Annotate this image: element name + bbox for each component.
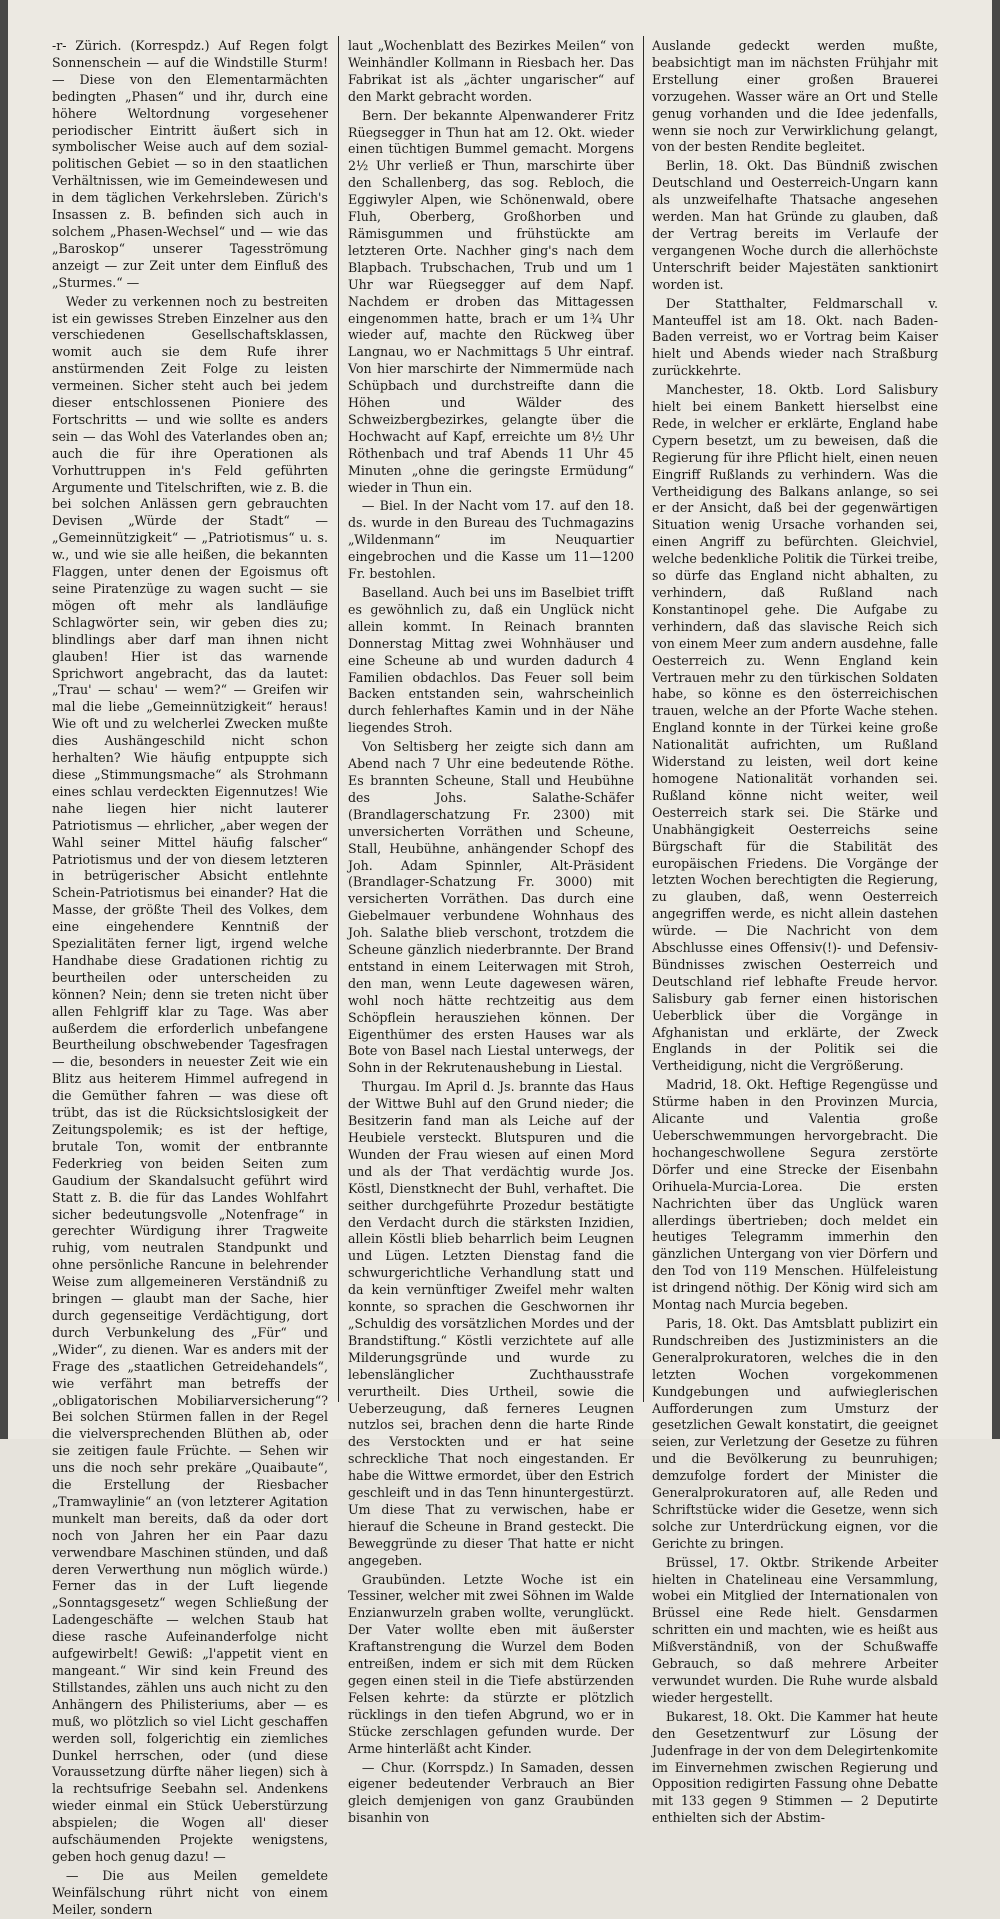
column-1 <box>52 38 328 1917</box>
article-graubuenden: Graubünden. Letzte Woche ist ein Tessiner, welcher mit zwei Söhnen im Walde Enzianwurzeln graben wollte, verunglückt. Der Vater wollte eben mit äußerster Kraftanstrengung die Wurzel dem Boden entreißen, indem er sich mit dem Rücken gegen einen steil in die Tiefe abstürzenden Felsen kehrte: da stürzte er plötzlich rücklings in den tiefen Abgrund, wo er in Stücke zerschlagen gefunden wurde. Der Arme hinterläßt acht Kinder. <box>348 1571 634 1756</box>
article-baselland: Baselland. Auch bei uns im Baselbiet trifft es gewöhnlich zu, daß ein Unglück nicht allein kommt. In Reinach brannten Donnerstag Mittag zwei Wohnhäuser und eine Scheune ab und wurden dadurch 4 Familien obdachlos. Das Feuer soll beim Backen entstanden sein, wahrscheinlich durch fehlerhaftes Kamin und in der Nähe liegendes Stroh. <box>348 585 634 736</box>
article-thurgau: Thurgau. Im April d. Js. brannte das Haus der Wittwe Buhl auf den Grund nieder; die Besitzerin fand man als Leiche auf der Heubiele versteckt. Blutspuren und die Wunden der Frau wiesen auf einen Mord und als der That verdächtig wurde Jos. Köstl, Dienstknecht der Buhl, verhaftet. Die seither durchgeführte Prozedur bestätigte den Verdacht durch die stärksten Inzidien, allein Köstli blieb beharrlich beim Leugnen und Lügen. Letzten Dienstag fand die schwurgerichtliche Verhandlung statt und da kein vernünftiger Zweifel mehr walten konnte, so sprachen die Geschwornen ihr „Schuldig des vorsätzlichen Mordes und der Brandstiftung.“ Köstli verzichtete auf alle Milderungsgründe und wurde zu lebenslänglicher Zuchthausstrafe verurtheilt. Dies Urtheil, sowie die Ueberzeugung, daß ferneres Leugnen nutzlos sei, brachen denn die harte Rinde des Verstockten und er hat seine schreckliche That noch eingestanden. Er habe die Wittwe ermordet, über den Estrich geschleift und in das Tenn hinuntergestürzt. Um diese That zu verwischen, habe er hierauf die Scheune in Brand gesteckt. Die Beweggründe zu dieser That hatte er nicht angegeben. <box>348 1079 634 1568</box>
article-berlin: Berlin, 18. Okt. Das Bündniß zwischen Deutschland und Oesterreich-Ungarn kann als unzweifelhafte Thatsache angesehen werden. Man hat Gründe zu glauben, daß der Vertrag bereits im Verlaufe der vergangenen Woche durch die allerhöchste Unterschrift beider Majestäten sanktionirt worden ist. <box>652 158 938 292</box>
article-seltisberg: Von Seltisberg her zeigte sich dann am Abend nach 7 Uhr eine bedeutende Röthe. Es brannten Scheune, Stall und Heubühne des Johs. Salathe-Schäfer (Brandlagerschatzung Fr. 2300) mit unversicherten Vorräthen und Scheune, Stall, Heubühne, anhängender Schopf des Joh. Adam Spinnler, Alt-Präsident (Brandlager-Schatzung Fr. 3000) mit versicherten Vorräthen. Das durch eine Giebelmauer verbundene Wohnhaus des Joh. Salathe blieb verschont, trotzdem die Scheune gänzlich niederbrannte. Der Brand entstand in einem Leiterwagen mit Stroh, den man, wenn Leute dagewesen wären, wohl noch hätte rechtzeitig aus dem Schöpflein herausziehen können. Der Eigenthümer des ersten Hauses war als Bote von Basel nach Liestal unterwegs, der Sohn in der Rekrutenaushebung in Liestal. <box>348 739 634 1076</box>
article-chur: — Chur. (Korrspdz.) In Samaden, dessen eigener bedeutender Verbrauch an Bier gleich demjenigen von ganz Graubünden bisanhin von <box>348 1759 634 1826</box>
article-manchester: Manchester, 18. Oktb. Lord Salisbury hielt bei einem Bankett hierselbst eine Rede, in welcher er erklärte, England habe Cypern besetzt, um zu beweisen, daß die Regierung für ihre Pflicht hielt, einen neuen Eingriff Rußlands zu verhindern. Was die Vertheidigung des Balkans anlange, so sei er der Ansicht, daß bei der gegenwärtigen Situation wenig Ursache vorhanden sei, einen Angriff zu befürchten. Gleichviel, welche bedenkliche Politik die Türkei treibe, so dürfe das England nicht abhalten, zu verhindern, daß Rußland nach Konstantinopel gehe. Die Aufgabe zu verhindern, daß das slavische Reich sich von einem Meer zum andern ausdehne, falle Oesterreich zu. Wenn England kein Vertrauen mehr zu den türkischen Soldaten habe, so könne es den österreichischen trauen, welche an der Pforte Wache stehen. England konnte in der Türkei keine große Nationalität aufrichten, um Rußland Widerstand zu leisten, weil dort keine homogene Nationalität vorhanden sei. Rußland könne nicht weiter, weil Oesterreich stark sei. Die Stärke und Unabhängigkeit Oesterreichs seine Bürgschaft für die Stabilität des europäischen Friedens. Die Vorgänge der letzten Wochen berechtigten die Regierung, zu glauben, daß, wenn Oesterreich angegriffen werde, es nicht allein dastehen würde. — Die Nachricht von dem Abschlusse eines Offensiv(!)- und Defensiv-Bündnisses zwischen Oesterreich und Deutschland rief lebhafte Freude hervor. Salisbury gab ferner einen historischen Ueberblick über die Vorgänge in Afghanistan und erklärte, der Zweck Englands in der Politik sei die Vertheidigung, nicht die Vergrößerung. <box>652 382 938 1074</box>
paragraph-weder: Weder zu verkennen noch zu bestreiten ist ein gewisses Streben Einzelner aus den verschiedenen Gesellschaftsklassen, womit auch sie dem Rufe ihrer anstürmenden Zeit Folge zu leisten vermeinen. Sicher steht auch bei jedem dieser entschlossenen Pioniere des Fortschritts — und wie sollte es anders sein — das Wohl des Vaterlandes oben an; auch die für ihre Operationen als Vorhuttruppen in's Feld geführten Argumente und Titelschriften, wie z. B. die bei solchen Anlässen gern gebrauchten Devisen „Würde der Stadt“ — „Gemeinnützigkeit“ — „Patriotismus“ u. s. w., und wie sie alle heißen, die bekannten Flaggen, unter denen der Egoismus oft seine Piratenzüge zu wagen sucht — sie mögen oft mehr als landläufige Schlagwörter sein, wir geben dies zu; blindlings aber darf man ihnen nicht glauben! Hier ist das warnende Sprichwort angebracht, das da lautet: „Trau' — schau' — wem?“ — Greifen wir mal die liebe „Gemeinnützigkeit“ heraus! Wie oft und zu welcherlei Zwecken mußte dies Aushängeschild nicht schon herhalten? Wie häufig entpuppte sich diese „Stimmungsmache“ als Strohmann eines schlau verdeckten Eigennutzes! Wie nahe liegen hier nicht lauterer Patriotismus — ehrlicher, „aber wegen der Wahl seiner Mittel häufig falscher“ Patriotismus und der von diesem letzteren in betrügerischer Absicht entlehnte Schein-Patriotismus bei einander? Hat die Masse, der größte Theil des Volkes, dem eine eingehendere Kenntniß der Spezialitäten ferner ligt, irgend welche Handhabe diese Gradationen richtig zu beurtheilen oder unterscheiden zu können? Nein; denn sie treten nicht über allen Fehlgriff klar zu Tage. Was aber außerdem die erforderlich unbefangene Beurtheilung obschwebender Tagesfragen — die, besonders in neuester Zeit wie ein Blitz aus heiterem Himmel aufregend in die Gemüther fahren — was diese oft trübt, das ist die Rücksichtslosigkeit der Zeitungspolemik; es ist der heftige, brutale Ton, womit der entbrannte Federkrieg von beiden Seiten zum Gaudium der Skandalsucht geführt wird Statt z. B. die für das Landes Wohlfahrt sicher bedeutungsvolle „Notenfrage“ in gerechter Würdigung ihrer Tragweite ruhig, vom neutralen Standpunkt und ohne persönliche Rancune in belehrender Weise zum allgemeineren Verständniß zu bringen — glaubt man der Sache, hier durch gegenseitige Verdächtigung, dort durch Verbunkelung des „Für“ und „Wider“, zu dienen. War es anders mit der Frage des „staatlichen Getreidehandels“, wie verfährt man betreffs der „obligatorischen Mobiliarversicherung“? Bei solchen Stürmen fallen in der Regel die vielversprechenden Blüthen ab, oder sie zeitigen faule Früchte. — Sehen wir uns die noch sehr prekäre „Quaibaute“, die Erstellung der Riesbacher „Tramwaylinie“ an (von letzterer Agitation munkelt man bereits, daß da oder dort noch von Jahren her ein Paar dazu verwendbare Maschinen stünden, und daß deren Verwerthung nun möglich würde.) Ferner das in der Luft liegende „Sonntagsgesetz“ wegen Schließung der Ladengeschäfte — welchen Staub hat diese rasche Aufeinanderfolge nicht aufgewirbelt! Gewiß: „l'appetit vient en mangeant.“ Wir sind kein Freund des Stillstandes, zählen uns auch nicht zu den Anhängern des Philisteriums, aber — es muß, wo plötzlich so viel Licht geschaffen werden soll, folgerichtig ein ziemliches Dunkel herrschen, oder (und diese Voraussetzung dürfte näher liegen) sich à la rechtsufrige Seebahn sel. Andenkens wieder einmal ein Stück Ueberstürzung abspielen; die Wogen all' dieser aufschäumenden Projekte wenigstens, geben hoch genug dazu! — <box>52 293 328 1864</box>
article-paris: Paris, 18. Okt. Das Amtsblatt publizirt ein Rundschreiben des Justizministers an die Generalprokuratoren, welches die in den letzten Wochen vorgekommenen Kundgebungen und aufwieglerischen Aufforderungen zum Umsturz der gesetzlichen Gewalt konstatirt, die geeignet seien, zur Verletzung der Gesetze zu führen und die Bevölkerung zu beunruhigen; demzufolge fordert der Minister die Generalprokuratoren auf, alle Reden und Schriftstücke wider die Gesetze, wenn sich solche zur Unterdrückung eignen, vor die Gerichte zu bringen. <box>652 1315 938 1551</box>
article-zuerich: -r- Zürich. (Korrespdz.) Auf Regen folgt Sonnenschein — auf die Windstille Sturm! — Diese von den Elementarmächten bedingten „Phasen“ und ihr, durch eine höhere Weltordnung vorgesehener periodischer Eintritt äußert sich in symbolischer Weise auch auf dem sozial-politischen Gebiet — so in den staatlichen Verhältnissen, wie im Gemeindewesen und in dem täglichen Verkehrsleben. Zürich's Insassen z. B. befinden sich auch in solchem „Phasen-Wechsel“ und — wie das „Baroskop“ unserer Tagesströmung anzeigt — zur Zeit unter dem Einfluß des „Sturmes.“ — <box>52 38 328 290</box>
article-biel: — Biel. In der Nacht vom 17. auf den 18. ds. wurde in den Bureau des Tuchmagazins „Wildenmann“ im Neuquartier eingebrochen und die Kasse um 11—1200 Fr. bestohlen. <box>348 498 634 582</box>
column-2 <box>348 38 634 1826</box>
scan-edge-left <box>0 0 8 1439</box>
article-meilen: — Die aus Meilen gemeldete Weinfälschung rührt nicht von einem Meiler, sondern <box>52 1867 328 1917</box>
article-bukarest: Bukarest, 18. Okt. Die Kammer hat heute den Gesetzentwurf zur Lösung der Judenfrage in der von dem Delegirtenkomite im Einvernehmen zwischen Regierung und Opposition redigirten Fassung ohne Debatte mit 133 gegen 9 Stimmen — 2 Deputirte enthielten sich der Abstim- <box>652 1708 938 1826</box>
scan-edge-right <box>992 0 1000 1439</box>
continuation-chur: Auslande gedeckt werden mußte, beabsichtigt man im nächsten Frühjahr mit Erstellung einer großen Brauerei vorzugehen. Wasser wäre an Ort und Stelle genug vorhanden und die Idee jedenfalls, wenn sie noch zur Verwirklichung gelangt, von der besten Rendite begleitet. <box>652 38 938 155</box>
continuation-meilen: laut „Wochenblatt des Bezirkes Meilen“ von Weinhändler Kollmann in Riesbach her. Das Fabrikat ist als „ächter ungarischer“ auf den Markt gebracht worden. <box>348 38 634 104</box>
column-rule-2 <box>643 36 644 1402</box>
article-bruessel: Brüssel, 17. Oktbr. Strikende Arbeiter hielten in Chatelineau eine Versammlung, wobei ein Mitglied der Internationalen von Brüssel eine Rede hielt. Gensdarmen schritten ein und machten, wie es heißt aus Mißverständniß, von der Schußwaffe Gebrauch, so daß mehrere Arbeiter verwundet wurden. Die Ruhe wurde alsbald wieder hergestellt. <box>652 1554 938 1705</box>
article-bern: Bern. Der bekannte Alpenwanderer Fritz Rüegsegger in Thun hat am 12. Okt. wieder einen tüchtigen Bummel gemacht. Morgens 2½ Uhr verließ er Thun, marschirte über den Schallenberg, das sog. Rebloch, die Eggiwyler Alpen, wie Schönenwald, obere Fluh, Oberberg, Großhorben und Rämisgummen und frühstückte am letzteren Orte. Nachher ging's nach dem Blapbach. Trubschachen, Trub und um 1 Uhr war Rüegsegger auf dem Napf. Nachdem er droben das Mittagessen eingenommen hatte, brach er um 1¾ Uhr wieder auf, machte den Rückweg über Langnau, wo er Nachmittags 5 Uhr eintraf. Von hier marschirte der Nimmermüde nach Schüpbach und durchstreifte dann die Höhen und Wälder des Schweizbergbezirkes, gelangte über die Hochwacht auf Kapf, erreichte um 8½ Uhr Röthenbach und traf Abends 11 Uhr 45 Minuten „ohne die geringste Ermüdung“ wieder in Thun ein. <box>348 107 634 495</box>
article-statthalter: Der Statthalter, Feldmarschall v. Manteuffel ist am 18. Okt. nach Baden-Baden verreist, wo er Vortrag beim Kaiser hielt und Abends wieder nach Straßburg zurückkehrte. <box>652 295 938 379</box>
column-rule-1 <box>338 36 339 1402</box>
column-3 <box>652 38 938 1826</box>
article-madrid: Madrid, 18. Okt. Heftige Regengüsse und Stürme haben in den Provinzen Murcia, Alicante und Valentia große Ueberschwemmungen hervorgebracht. Die hochangeschwollene Segura zerstörte Dörfer und eine Strecke der Eisenbahn Orihuela-Murcia-Lorea. Die ersten Nachrichten über das Unglück waren allerdings übertrieben; doch meldet ein heutiges Telegramm immerhin den gänzlichen Untergang von vier Dörfern und den Tod von 119 Menschen. Hülfeleistung ist dringend nöthig. Der König wird sich am Montag nach Murcia begeben. <box>652 1077 938 1313</box>
